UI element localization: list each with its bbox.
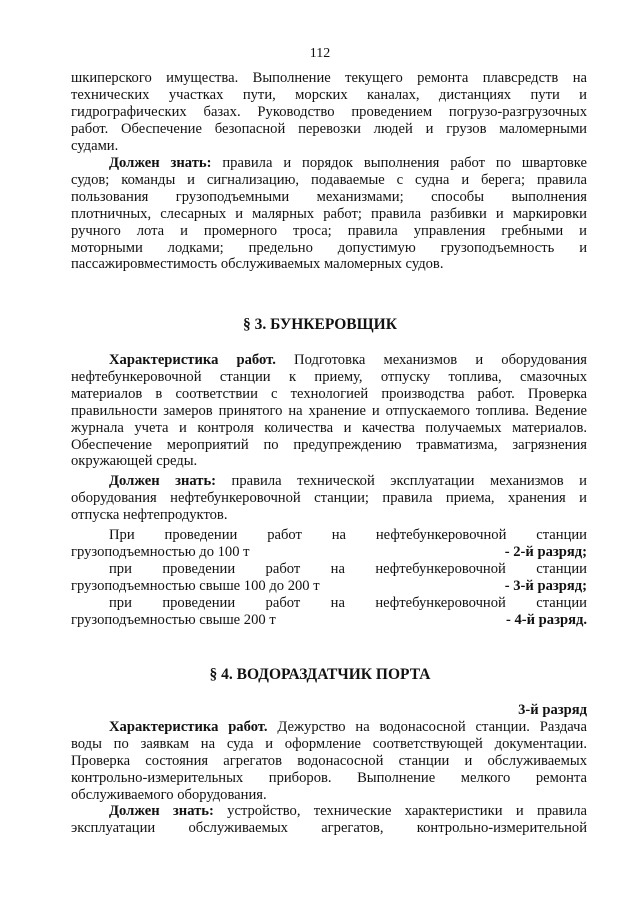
text-line: пользования грузоподъемными механизмами; способы выполнения	[71, 188, 587, 205]
grade-label: - 3-й разряд;	[504, 577, 587, 594]
text-line: эксплуатации обслуживаемых агрегатов, контрольно-измерительной	[71, 820, 587, 837]
text-line	[71, 803, 587, 820]
text-run: Подготовка механизмов и оборудования	[275, 352, 588, 368]
text-run: Дежурство на водонасосной станции. Раздача	[267, 718, 587, 735]
grade-text: грузоподъемностью свыше 200 т	[71, 611, 276, 628]
paragraph-1	[71, 70, 587, 155]
text-line	[71, 155, 587, 172]
grade-row	[71, 578, 587, 595]
section-4-heading: § 4. ВОДОРАЗДАТЧИК ПОРТА	[209, 666, 431, 683]
text-line: нефтебункеровочной станции к приему, отпуску топлива, смазочных	[71, 368, 587, 385]
text-line: судами.	[71, 137, 119, 154]
text-line: судов; команды и сигнализацию, подаваемые с судна и берега; правила	[71, 171, 587, 188]
text-line: отпуска нефтепродуктов.	[71, 506, 228, 523]
bold-label: Должен знать:	[109, 155, 212, 171]
text-line	[71, 473, 587, 490]
page-number: 112	[309, 46, 331, 61]
text-line: гидрографических базах. Руководство проведением погрузо-разгрузочных	[71, 103, 587, 120]
text-line: обслуживаемого оборудования.	[71, 786, 267, 803]
section-3-knowledge	[71, 473, 587, 524]
text-line: шкиперского имущества. Выполнение текущего ремонта плавсредств на	[71, 70, 587, 86]
text-line: правильности замеров принятого на хранение и отпускаемого топлива. Ведение	[71, 402, 587, 419]
text-line: моторными лодками; предельно допустимую грузоподъемность и	[71, 239, 587, 256]
section-4-body	[71, 702, 587, 837]
text-line: плотничных, слесарных и малярных работ; правила разбивки и маркировки	[71, 205, 587, 222]
grade-line: При проведении работ на нефтебункеровочной станции	[109, 527, 587, 543]
text-run: правила технической эксплуатации механизмов и	[216, 473, 587, 489]
grade-label: - 4-й разряд.	[505, 611, 587, 628]
grade-row	[71, 544, 587, 561]
text-line: окружающей среды.	[71, 453, 198, 470]
grade-text: грузоподъемностью свыше 100 до 200 т	[71, 577, 320, 594]
text-line: оборудования нефтебункеровочной станции; правила приема, хранения и	[71, 489, 587, 506]
text-line: Обеспечение мероприятий по предупреждению травматизма, загрязнения	[71, 436, 587, 453]
grade-label: - 2-й разряд;	[504, 543, 587, 560]
text-line: материалов в соответствии с технологией производства работ. Проверка	[71, 385, 587, 402]
text-line: работ. Обеспечение безопасной перевозки людей и грузов маломерными	[71, 120, 587, 137]
grade-line: при проведении работ на нефтебункеровочной станции	[109, 594, 587, 611]
text-line: Проверка состояния агрегатов водонасосной станции и обслуживаемых	[71, 752, 587, 769]
text-line	[71, 719, 587, 736]
grade-line: при проведении работ на нефтебункеровочной станции	[109, 560, 587, 577]
grade-label: 3-й разряд	[518, 702, 587, 718]
bold-label: Должен знать:	[109, 803, 214, 820]
text-line: воды по заявкам на суда и оформление соответствующей документации.	[71, 735, 587, 752]
text-line: технических участках пути, морских каналах, дистанциях пути и	[71, 86, 587, 103]
section-3-heading: § 3. БУНКЕРОВЩИК	[243, 316, 397, 333]
section-3-grades	[71, 527, 587, 628]
paragraph-2	[71, 155, 587, 273]
bold-label: Должен знать:	[109, 473, 217, 489]
text-line	[71, 352, 587, 369]
bold-label: Характеристика работ.	[109, 718, 268, 735]
text-line: ручного лота и промерного троса; правила управления гребными и	[71, 222, 587, 239]
text-run: устройство, технические характеристики и правила	[213, 803, 587, 820]
text-line: контрольно-измерительных приборов. Выполнение мелкого ремонта	[71, 769, 587, 786]
grade-text: грузоподъемностью до 100 т	[71, 543, 250, 560]
section-3-characteristics	[71, 352, 587, 470]
text-line: журнала учета и контроля количества и качества получаемых материалов.	[71, 419, 587, 436]
grade-row	[71, 612, 587, 629]
text-line: пассажировместимость обслуживаемых маломерных судов.	[71, 256, 444, 273]
text-run: правила и порядок выполнения работ по швартовке	[211, 155, 588, 171]
bold-label: Характеристика работ.	[109, 352, 276, 368]
